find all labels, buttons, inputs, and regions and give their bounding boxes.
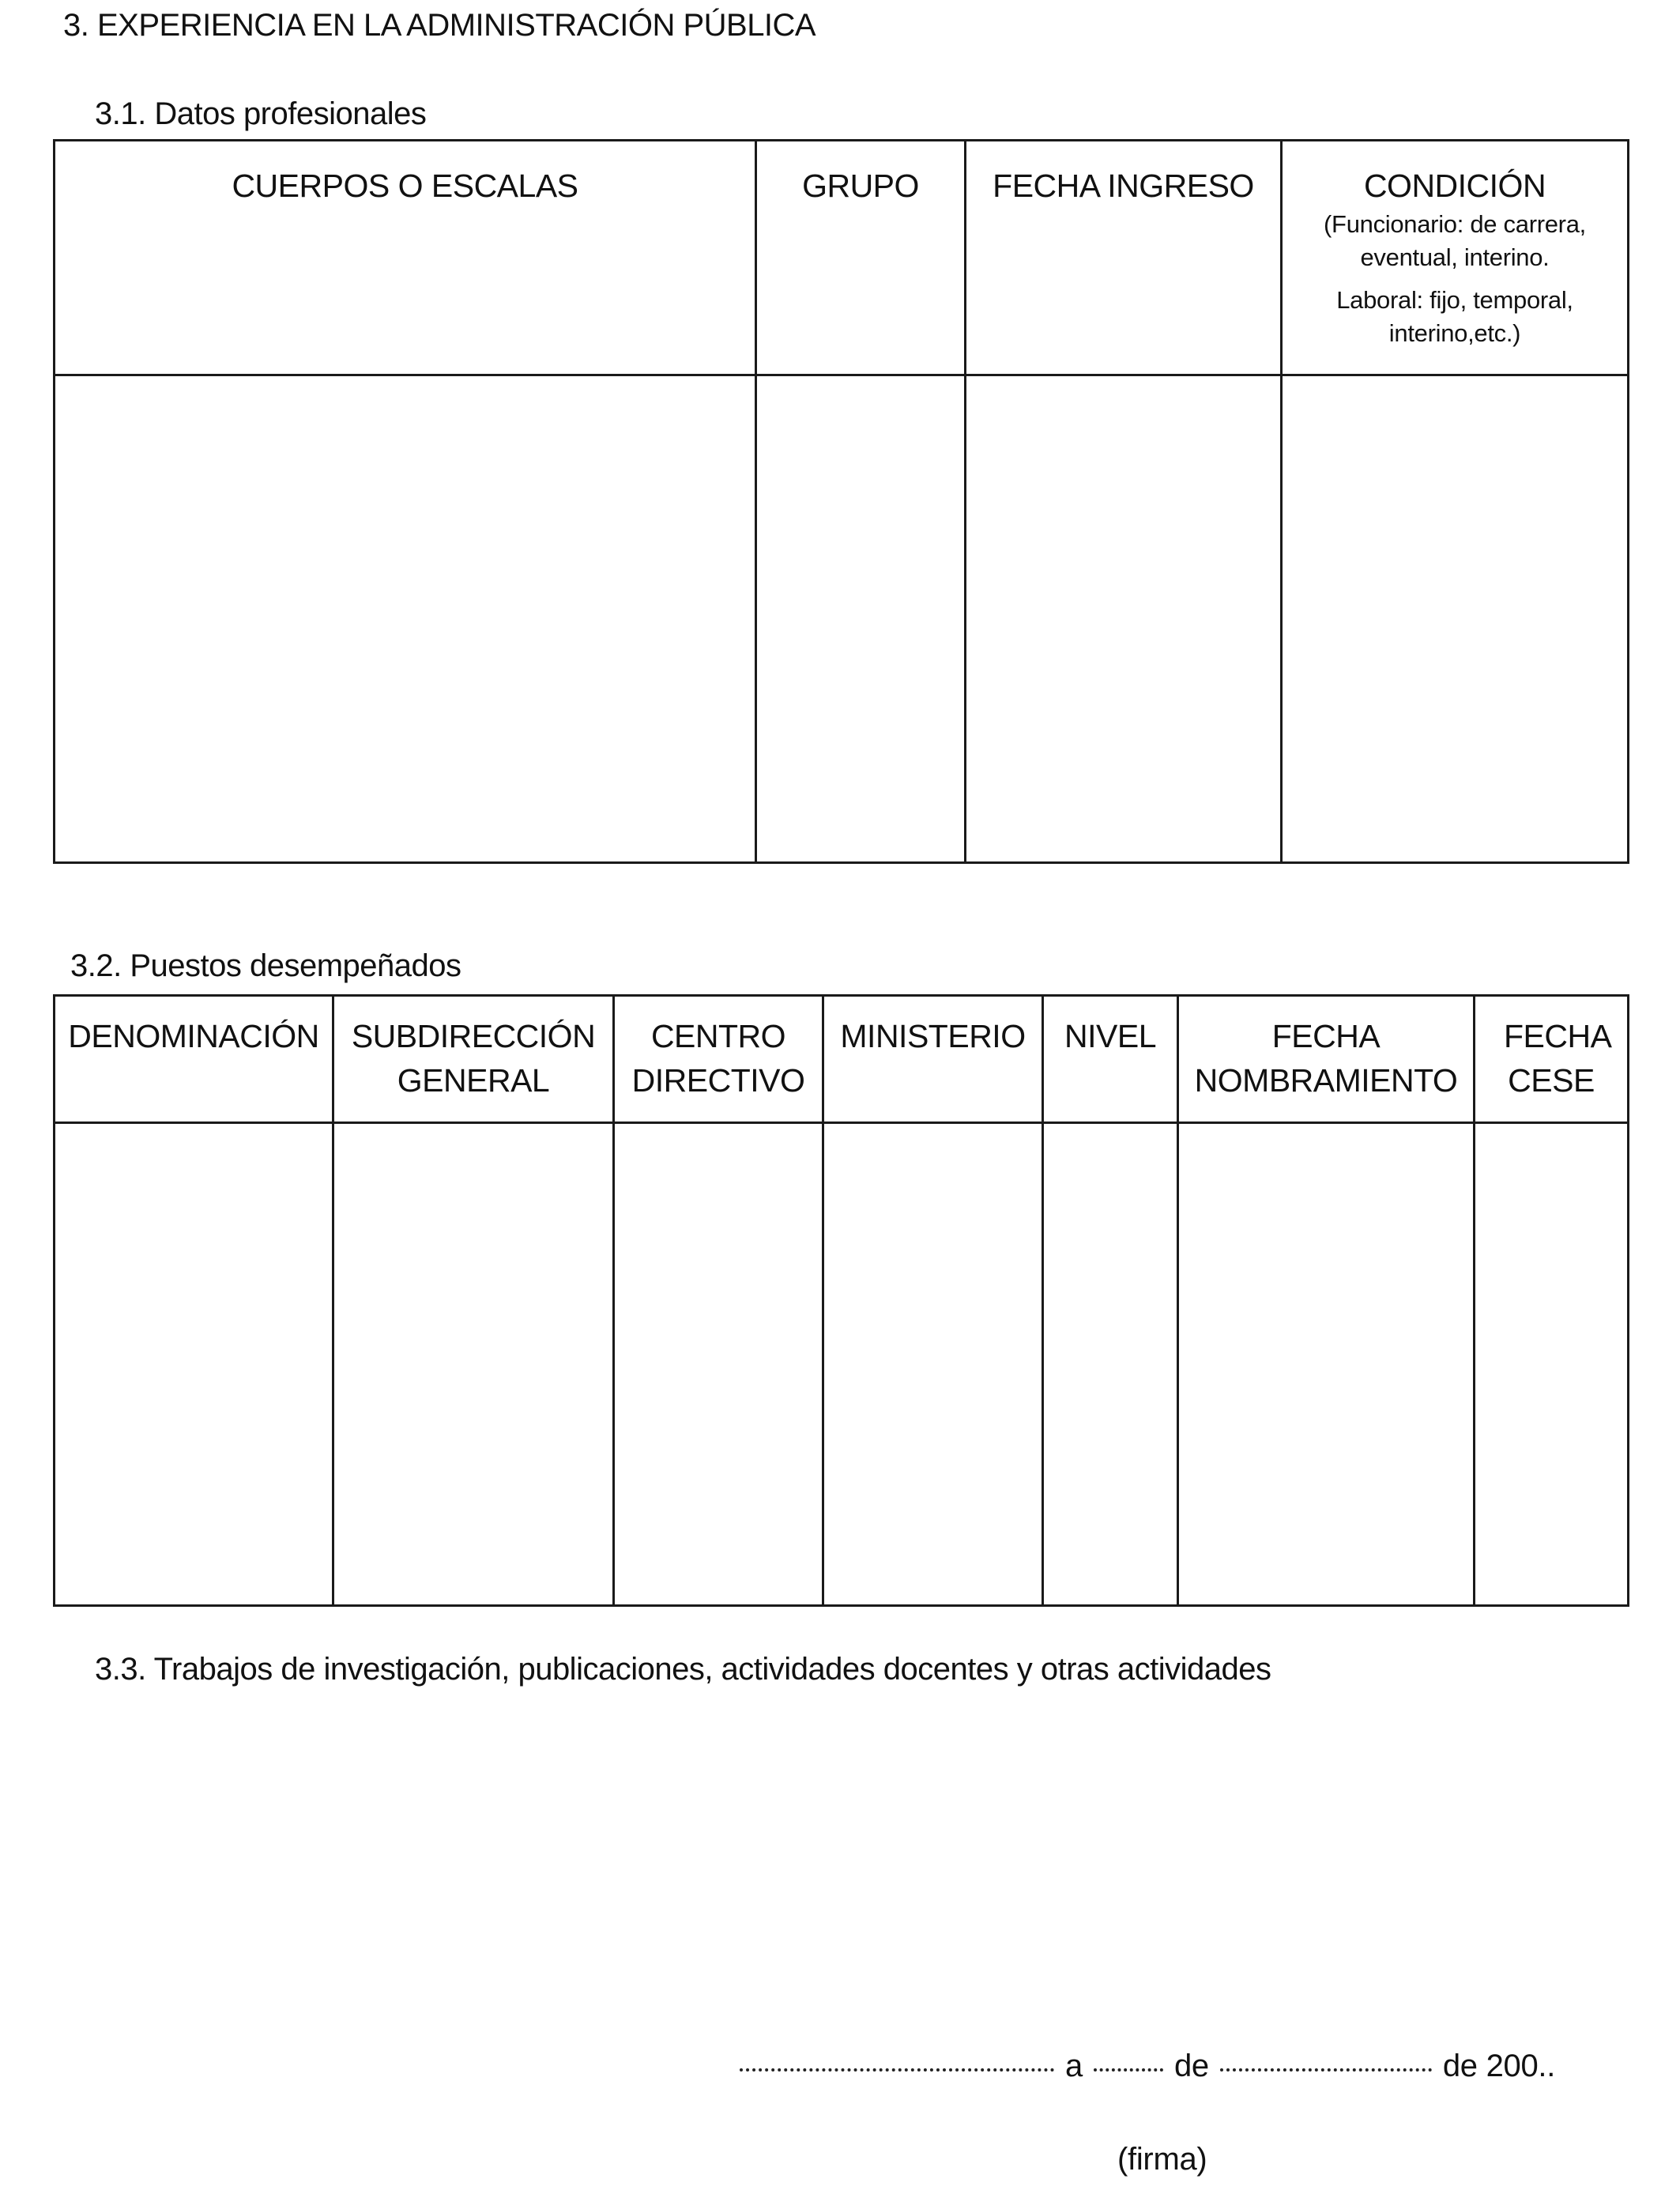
- col-grupo: [756, 141, 966, 375]
- col-grupo-label: GRUPO: [802, 168, 919, 204]
- col-fecha-nombramiento: [1178, 996, 1475, 1123]
- col-subdireccion-general-label: SUBDIRECCIÓN GENERAL: [351, 1018, 596, 1099]
- trabajos-title: 3.3. Trabajos de investigación, publicaciones, actividades docentes y otras actividades: [95, 1652, 1271, 1687]
- signature-word-de: de: [1173, 2049, 1209, 2083]
- col-condicion-note-funcionario: (Funcionario: de carrera, eventual, interino.: [1324, 210, 1586, 271]
- signature-word-de-year: de 200..: [1442, 2049, 1556, 2083]
- col-nivel: [1043, 996, 1178, 1123]
- trabajos-field[interactable]: [95, 1699, 1628, 2031]
- puestos-entry-row: [55, 1123, 1629, 1606]
- grupo-field[interactable]: [756, 375, 966, 863]
- col-nivel-label: NIVEL: [1064, 1018, 1156, 1054]
- puestos-table: [53, 994, 1629, 1607]
- nivel-field[interactable]: [1043, 1123, 1178, 1606]
- fecha-ingreso-field[interactable]: [966, 375, 1282, 863]
- col-fecha-ingreso: [966, 141, 1282, 375]
- cuerpos-escalas-field[interactable]: [55, 375, 756, 863]
- col-centro-directivo-label: CENTRO DIRECTIVO: [631, 1018, 805, 1099]
- place-field[interactable]: [740, 2068, 1054, 2071]
- col-cuerpos-escalas: [55, 141, 756, 375]
- col-fecha-cese: [1475, 996, 1629, 1123]
- fecha-nombramiento-field[interactable]: [1178, 1123, 1475, 1606]
- col-ministerio: [823, 996, 1043, 1123]
- datos-profesionales-table: [53, 139, 1629, 864]
- signature-word-a: a: [1065, 2049, 1083, 2083]
- col-subdireccion-general: [333, 996, 614, 1123]
- section-title: 3. EXPERIENCIA EN LA ADMINISTRACIÓN PÚBLICA: [63, 8, 816, 43]
- ministerio-field[interactable]: [823, 1123, 1043, 1606]
- day-field[interactable]: [1094, 2068, 1163, 2071]
- puestos-title: 3.2. Puestos desempeñados: [70, 948, 461, 983]
- col-cuerpos-escalas-label: CUERPOS O ESCALAS: [232, 168, 578, 204]
- firma-label: (firma): [1117, 2142, 1207, 2177]
- datos-profesionales-title: 3.1. Datos profesionales: [95, 96, 427, 131]
- month-field[interactable]: [1220, 2068, 1432, 2071]
- centro-directivo-field[interactable]: [614, 1123, 823, 1606]
- col-fecha-ingreso-label: FECHA INGRESO: [993, 168, 1254, 204]
- signature-place-date-line: [740, 2049, 1555, 2084]
- subdireccion-general-field[interactable]: [333, 1123, 614, 1606]
- denominacion-field[interactable]: [55, 1123, 333, 1606]
- condicion-field[interactable]: [1282, 375, 1629, 863]
- col-condicion-label: CONDICIÓN: [1363, 168, 1546, 204]
- col-denominacion-label: DENOMINACIÓN: [68, 1018, 319, 1054]
- col-ministerio-label: MINISTERIO: [840, 1018, 1026, 1054]
- datos-profesionales-header-row: [55, 141, 1629, 375]
- col-fecha-nombramiento-label: FECHA NOMBRAMIENTO: [1194, 1018, 1458, 1099]
- datos-profesionales-entry-row: [55, 375, 1629, 863]
- col-centro-directivo: [614, 996, 823, 1123]
- col-condicion: [1282, 141, 1629, 375]
- col-condicion-note-laboral: Laboral: fijo, temporal, interino,etc.): [1336, 286, 1573, 347]
- fecha-cese-field[interactable]: [1475, 1123, 1629, 1606]
- col-fecha-cese-label: FECHA CESE: [1504, 1018, 1612, 1099]
- col-denominacion: [55, 996, 333, 1123]
- puestos-header-row: [55, 996, 1629, 1123]
